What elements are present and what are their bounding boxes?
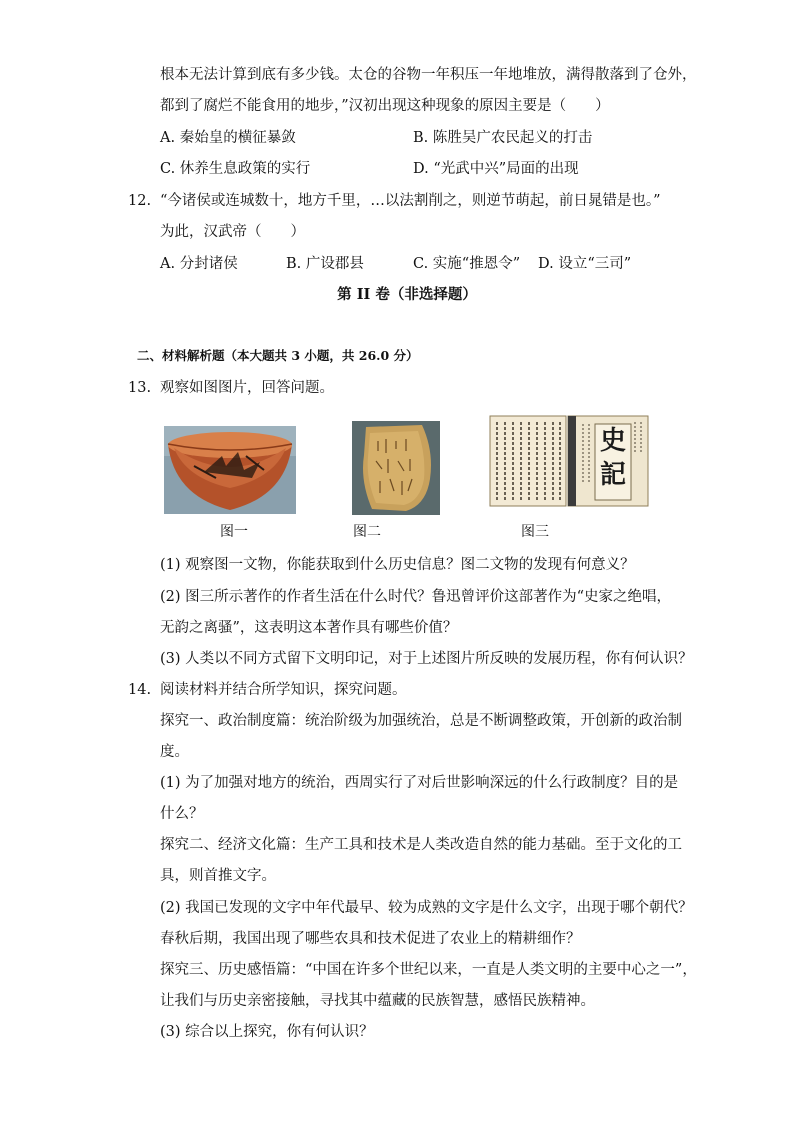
q12-option-a: A. 分封诸侯 bbox=[160, 256, 238, 272]
q12-number: 12. bbox=[128, 193, 152, 209]
figure-1-pottery-basin bbox=[164, 426, 296, 514]
figure-3-shiji-book bbox=[488, 414, 650, 508]
q13-sub3: (3) 人类以不同方式留下文明印记，对于上述图片所反映的发展历程，你有何认识？ bbox=[160, 651, 693, 667]
shiji-title-char-2: 記 bbox=[599, 460, 626, 490]
q11-option-b: B. 陈胜吴广农民起义的打击 bbox=[413, 130, 593, 146]
q13-sub1: (1) 观察图一文物，你能获取到什么历史信息？图二文物的发现有何意义？ bbox=[160, 557, 635, 573]
q11-option-d: D. “光武中兴”局面的出现 bbox=[413, 161, 579, 177]
q14-number: 14. bbox=[128, 682, 152, 698]
q13-sub2-line2: 无韵之离骚”，这表明这本著作具有哪些价值？ bbox=[160, 620, 458, 636]
q13-number: 13. bbox=[128, 380, 152, 396]
q14-explore2-line1: 探究二、经济文化篇：生产工具和技术是人类改造自然的能力基础。至于文化的工 bbox=[160, 837, 682, 853]
q14-explore1-line2: 度。 bbox=[160, 744, 189, 760]
q11-option-a: A. 秦始皇的横征暴敛 bbox=[160, 130, 296, 146]
shiji-title bbox=[597, 424, 629, 492]
q14-sub1-line2: 什么？ bbox=[160, 806, 204, 822]
figure-3-caption: 图三 bbox=[521, 524, 549, 540]
q14-explore3-line2: 让我们与历史亲密接触，寻找其中蕴藏的民族智慧，感悟民族精神。 bbox=[160, 993, 595, 1009]
section2-heading: 二、材料解析题（本大题共 3 小题，共 26.0 分） bbox=[137, 348, 419, 363]
q14-stem: 阅读材料并结合所学知识，探究问题。 bbox=[160, 682, 407, 698]
q12-stem-line1: “今诸侯或连城数十，地方千里，…以法割削之，则逆节萌起，前日晁错是也。” bbox=[160, 193, 661, 209]
q14-sub2-line1: (2) 我国已发现的文字中年代最早、较为成熟的文字是什么文字，出现于哪个朝代？ bbox=[160, 900, 693, 916]
q11-stem-line2: 都到了腐烂不能食用的地步，”汉初出现这种现象的原因主要是（ ） bbox=[160, 98, 610, 114]
q14-sub2-line2: 春秋后期，我国出现了哪些农具和技术促进了农业上的精耕细作？ bbox=[160, 931, 581, 947]
part2-title: 第 II 卷（非选择题） bbox=[337, 286, 477, 303]
q14-sub1-line1: (1) 为了加强对地方的统治，西周实行了对后世影响深远的什么行政制度？目的是 bbox=[160, 775, 679, 791]
q14-explore1-line1: 探究一、政治制度篇：统治阶级为加强统治，总是不断调整政策，开创新的政治制 bbox=[160, 713, 682, 729]
q14-sub3: (3) 综合以上探究，你有何认识？ bbox=[160, 1024, 374, 1040]
q12-stem-line2: 为此，汉武帝（ ） bbox=[160, 224, 305, 240]
q12-option-b: B. 广设郡县 bbox=[286, 256, 364, 272]
q13-stem: 观察如图图片，回答问题。 bbox=[160, 380, 334, 396]
figure-2-oracle-bone bbox=[352, 421, 440, 515]
figure-1-caption: 图一 bbox=[220, 524, 248, 540]
figure-2-caption: 图二 bbox=[353, 524, 381, 540]
q12-option-d: D. 设立“三司” bbox=[538, 256, 632, 272]
q11-option-c: C. 休养生息政策的实行 bbox=[160, 161, 311, 177]
q14-explore2-line2: 具，则首推文字。 bbox=[160, 868, 276, 884]
q12-option-c: C. 实施“推恩令” bbox=[413, 256, 521, 272]
shiji-title-char-1: 史 bbox=[599, 426, 626, 456]
q11-stem-line1: 根本无法计算到底有多少钱。太仓的谷物一年积压一年地堆放，满得散落到了仓外， bbox=[160, 67, 697, 83]
q14-explore3-line1: 探究三、历史感悟篇：“中国在许多个世纪以来，一直是人类文明的主要中心之一”， bbox=[160, 962, 697, 978]
q13-sub2-line1: (2) 图三所示著作的作者生活在什么时代？鲁迅曾评价这部著作为“史家之绝唱， bbox=[160, 589, 672, 605]
